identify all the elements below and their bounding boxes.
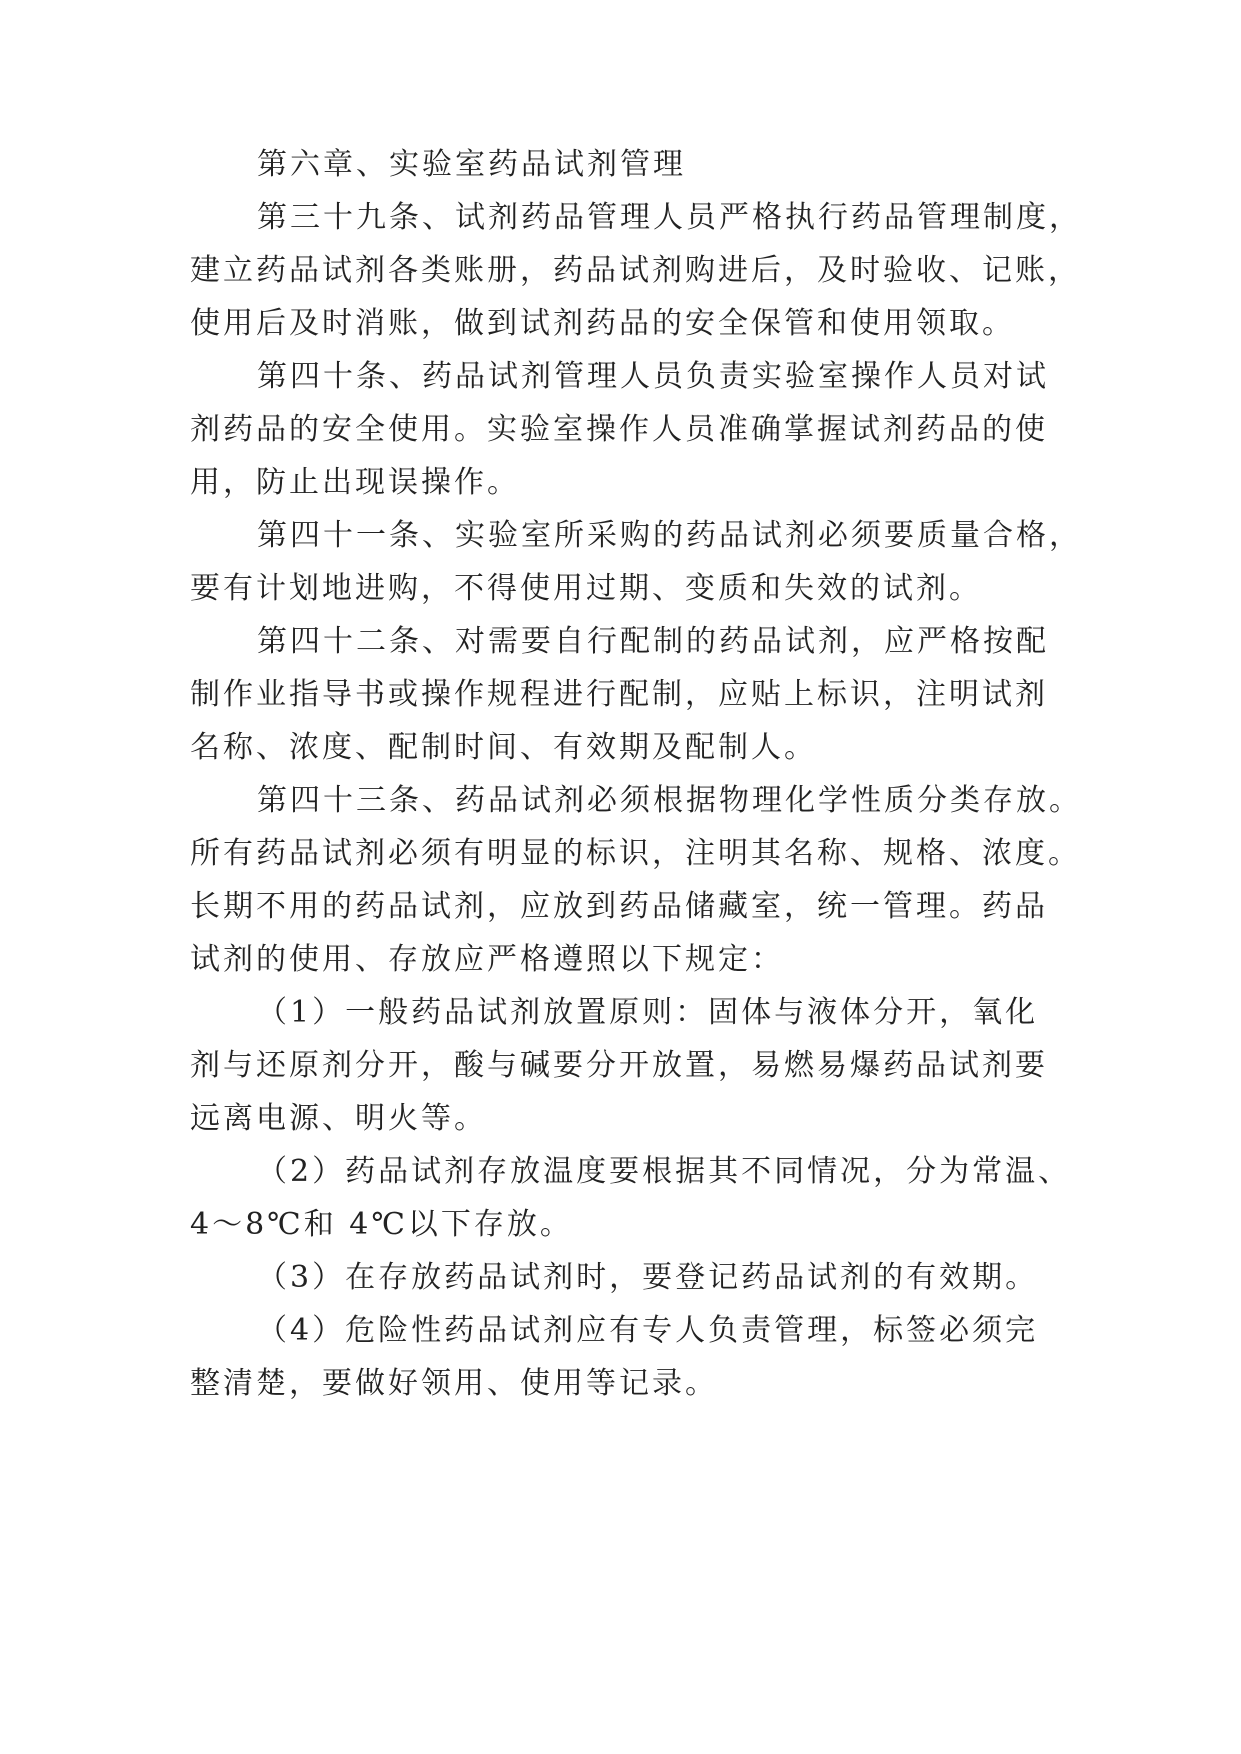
text-line: 第四十二条、对需要自行配制的药品试剂，应严格按配 <box>257 624 1049 659</box>
text-line: 使用后及时消账，做到试剂药品的安全保管和使用领取。 <box>190 306 1015 341</box>
text-line: 长期不用的药品试剂，应放到药品储藏室，统一管理。药品 <box>190 889 1048 924</box>
list-item-line: （2）药品试剂存放温度要根据其不同情况，分为常温、 <box>257 1154 1072 1189</box>
text-line: 第三十九条、试剂药品管理人员严格执行药品管理制度， <box>257 200 1082 235</box>
text-line: 剂与还原剂分开，酸与碱要分开放置，易燃易爆药品试剂要 <box>190 1048 1048 1083</box>
text-line: 4～8℃和 4℃以下存放。 <box>190 1207 573 1242</box>
text-line: 整清楚，要做好领用、使用等记录。 <box>190 1366 718 1401</box>
chapter-heading: 第六章、实验室药品试剂管理 <box>257 147 686 182</box>
text-line: 第四十三条、药品试剂必须根据物理化学性质分类存放。 <box>257 783 1082 818</box>
text-line: 名称、浓度、配制时间、有效期及配制人。 <box>190 730 817 765</box>
text-line: 第四十条、药品试剂管理人员负责实验室操作人员对试 <box>257 359 1049 394</box>
list-item-line: （4）危险性药品试剂应有专人负责管理，标签必须完 <box>257 1313 1039 1348</box>
text-line: 所有药品试剂必须有明显的标识，注明其名称、规格、浓度。 <box>190 836 1081 871</box>
text-line: 要有计划地进购，不得使用过期、变质和失效的试剂。 <box>190 571 982 606</box>
text-line: 第四十一条、实验室所采购的药品试剂必须要质量合格， <box>257 518 1082 553</box>
list-item-line: （1）一般药品试剂放置原则：固体与液体分开，氧化 <box>257 995 1039 1030</box>
text-line: 建立药品试剂各类账册，药品试剂购进后，及时验收、记账， <box>190 253 1081 288</box>
text-line: 剂药品的安全使用。实验室操作人员准确掌握试剂药品的使 <box>190 412 1048 447</box>
text-line: 用，防止出现误操作。 <box>190 465 520 500</box>
list-item-line: （3）在存放药品试剂时，要登记药品试剂的有效期。 <box>257 1260 1039 1295</box>
text-line: 远离电源、明火等。 <box>190 1101 487 1136</box>
text-line: 制作业指导书或操作规程进行配制，应贴上标识，注明试剂 <box>190 677 1048 712</box>
text-line: 试剂的使用、存放应严格遵照以下规定： <box>190 942 784 977</box>
